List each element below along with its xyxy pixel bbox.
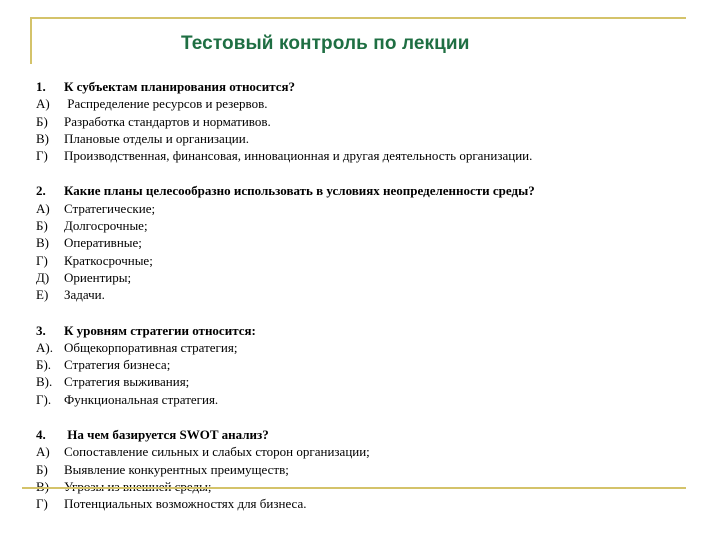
option-marker: А) [36, 444, 50, 460]
question-number: 1. [36, 79, 46, 94]
option-text: Стратегия выживания; [64, 374, 190, 390]
option-text: Краткосрочные; [64, 252, 153, 268]
left-accent-line [30, 17, 32, 64]
answer-option [36, 339, 686, 356]
page-title: Тестовый контроль по лекции [181, 33, 470, 54]
question-2 [36, 182, 686, 303]
option-marker: А) [36, 200, 50, 216]
answer-option [36, 130, 686, 147]
option-marker: Б) [36, 218, 48, 234]
question-text [36, 322, 686, 339]
question-number: 3. [36, 322, 46, 338]
option-marker: Б) [36, 461, 48, 477]
bottom-divider [22, 487, 686, 489]
option-text: Потенциальных возможностях для бизнеса. [64, 496, 307, 512]
option-text: Сопоставление сильных и слабых сторон организации; [64, 444, 370, 460]
answer-option [36, 200, 686, 217]
question-label: К субъектам планирования относится? [64, 79, 296, 94]
answer-option [36, 461, 686, 478]
question-3 [36, 322, 686, 408]
question-number: 2. [36, 183, 46, 199]
option-text: Выявление конкурентных преимуществ; [64, 461, 289, 477]
answer-option [36, 495, 686, 512]
answer-option [36, 391, 686, 408]
answer-option [36, 356, 686, 373]
option-marker: Г) [36, 496, 48, 512]
option-text: Задачи. [64, 287, 105, 303]
option-text: Распределение ресурсов и резервов. [64, 96, 268, 112]
option-marker: Е) [36, 287, 49, 303]
answer-option [36, 252, 686, 269]
answer-option [36, 217, 686, 234]
answer-option [36, 373, 686, 390]
option-marker: Б). [36, 357, 52, 373]
question-1 [36, 78, 686, 164]
option-text: Долгосрочные; [64, 218, 148, 234]
question-label: К уровням стратегии относится: [64, 322, 256, 338]
answer-option [36, 443, 686, 460]
option-text: Оперативные; [64, 235, 142, 251]
option-marker: В). [36, 374, 53, 390]
option-text: Плановые отделы и организации. [64, 130, 249, 146]
question-text [36, 78, 686, 95]
question-4 [36, 426, 686, 512]
answer-option [36, 269, 686, 286]
question-label: Какие планы целесообразно использовать в условиях неопределенности среды? [64, 183, 535, 199]
option-marker: В) [36, 235, 49, 251]
option-marker: В) [36, 130, 49, 146]
answer-option [36, 95, 686, 112]
option-marker: Г). [36, 391, 52, 407]
answer-option [36, 234, 686, 251]
option-text: Разработка стандартов и нормативов. [64, 113, 271, 129]
option-marker: Г) [36, 148, 48, 164]
top-divider [30, 17, 686, 19]
test-questions [36, 78, 686, 513]
question-text [36, 426, 686, 443]
answer-option [36, 147, 686, 164]
option-text: Функциональная стратегия. [64, 391, 219, 407]
option-marker: Г) [36, 252, 48, 268]
option-marker: Д) [36, 269, 50, 285]
question-number: 4. [36, 427, 46, 443]
answer-option [36, 286, 686, 303]
answer-option [36, 113, 686, 130]
question-label: На чем базируется SWOT анализ? [64, 427, 269, 443]
question-text [36, 182, 686, 199]
option-marker: Б) [36, 113, 48, 129]
option-text: Стратегия бизнеса; [64, 357, 171, 373]
option-text: Общекорпоративная стратегия; [64, 339, 238, 355]
option-text: Ориентиры; [64, 269, 132, 285]
option-text: Производственная, финансовая, инновационная и другая деятельность организации. [64, 148, 533, 164]
option-text: Стратегические; [64, 200, 156, 216]
option-marker: А). [36, 339, 53, 355]
option-marker: А) [36, 96, 50, 112]
